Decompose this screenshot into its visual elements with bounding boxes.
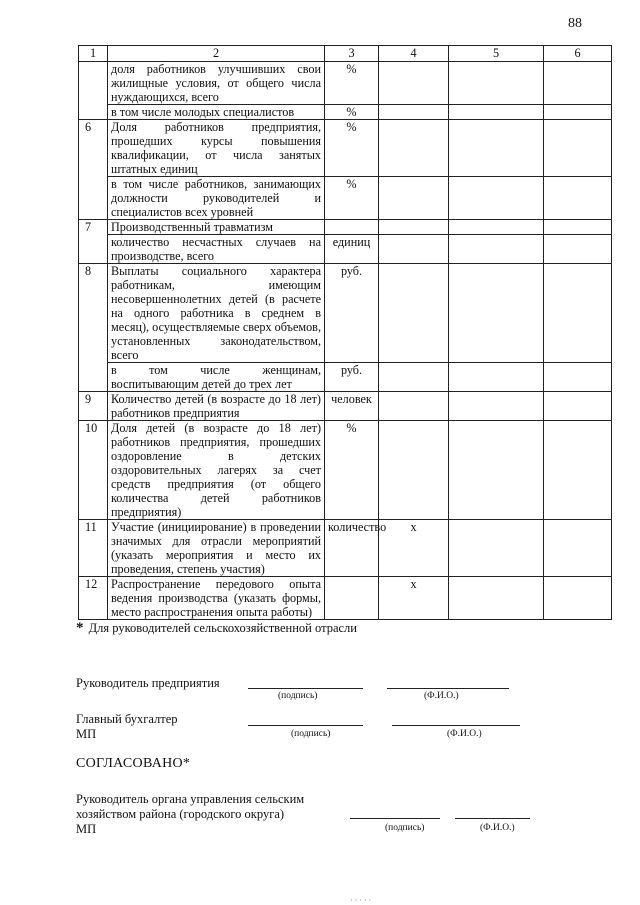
row-col5 xyxy=(449,62,544,105)
row-description: Доля работников предприятия, прошедших курсы повышения квалификации, от числа занятых штатных единиц xyxy=(108,120,325,177)
row-number: 11 xyxy=(79,520,108,577)
row-description: количество несчастных случаев на производстве, всего xyxy=(108,235,325,264)
row-col5 xyxy=(449,220,544,235)
row-description: в том числе женщинам, воспитывающим детей до трех лет xyxy=(108,363,325,392)
head-signature-hint: (подпись) xyxy=(278,691,318,701)
row-unit xyxy=(325,220,379,235)
table-header-row xyxy=(79,46,612,62)
row-description: Участие (инициирование) в проведении значимых для отрасли мероприятий (указать мероприятия и место их проведения, степень участия) xyxy=(108,520,325,577)
row-description: Производственный травматизм xyxy=(108,220,325,235)
row-col5 xyxy=(449,264,544,363)
row-number xyxy=(79,177,108,220)
head-signature-line xyxy=(248,688,363,689)
table-row xyxy=(79,392,612,421)
column-header: 5 xyxy=(449,46,544,62)
row-col4 xyxy=(379,220,449,235)
row-unit: % xyxy=(325,62,379,105)
table-row xyxy=(79,120,612,177)
row-number: 8 xyxy=(79,264,108,363)
row-description: доля работников улучшивших свои жилищные условия, от общего числа нуждающихся, всего xyxy=(108,62,325,105)
row-col6 xyxy=(544,363,612,392)
accountant-signature-line xyxy=(248,725,363,726)
agency-label-line1: Руководитель органа управления сельским xyxy=(76,792,305,806)
agency-mp: МП xyxy=(76,822,97,836)
row-number: 9 xyxy=(79,392,108,421)
accountant-name-hint: (Ф.И.О.) xyxy=(447,729,482,739)
head-name-hint: (Ф.И.О.) xyxy=(424,691,459,701)
row-unit xyxy=(325,577,379,620)
table-row xyxy=(79,235,612,264)
accountant-label: Главный бухгалтер xyxy=(76,712,178,726)
row-col5 xyxy=(449,392,544,421)
row-col4 xyxy=(379,235,449,264)
row-unit: человек xyxy=(325,392,379,421)
row-number: 6 xyxy=(79,120,108,177)
row-col6 xyxy=(544,177,612,220)
table-row xyxy=(79,62,612,105)
table-row xyxy=(79,363,612,392)
row-number xyxy=(79,62,108,105)
table-row xyxy=(79,220,612,235)
row-col5 xyxy=(449,177,544,220)
scan-specks: · · · · · xyxy=(350,896,372,905)
row-col5 xyxy=(449,105,544,120)
row-col4: х xyxy=(379,577,449,620)
row-col6 xyxy=(544,62,612,105)
row-col4 xyxy=(379,120,449,177)
agency-name-hint: (Ф.И.О.) xyxy=(480,823,515,833)
row-col5 xyxy=(449,363,544,392)
row-number xyxy=(79,105,108,120)
row-col6 xyxy=(544,220,612,235)
footnote-star: * xyxy=(76,620,84,636)
row-col4 xyxy=(379,177,449,220)
row-col4 xyxy=(379,105,449,120)
row-col4: х xyxy=(379,520,449,577)
row-col6 xyxy=(544,120,612,177)
row-col5 xyxy=(449,421,544,520)
agency-label-line2: хозяйством района (городского округа) xyxy=(76,807,285,821)
column-header: 6 xyxy=(544,46,612,62)
head-label: Руководитель предприятия xyxy=(76,676,220,690)
table-row xyxy=(79,105,612,120)
table-row xyxy=(79,264,612,363)
row-number: 12 xyxy=(79,577,108,620)
row-col5 xyxy=(449,577,544,620)
row-col4 xyxy=(379,392,449,421)
row-number: 7 xyxy=(79,220,108,235)
column-header: 3 xyxy=(325,46,379,62)
row-description: Распространение передового опыта ведения производства (указать формы, место распространения опыта работы) xyxy=(108,577,325,620)
row-col6 xyxy=(544,264,612,363)
column-header: 1 xyxy=(79,46,108,62)
report-table xyxy=(78,45,612,620)
row-col4 xyxy=(379,62,449,105)
accountant-name-line xyxy=(392,725,520,726)
agency-signature-hint: (подпись) xyxy=(385,823,425,833)
row-description: Выплаты социального характера работникам, имеющим несовершеннолетних детей (в расчете на одного работника в среднем в месяц), осуществляемые сверх объемов, установленных законодательством, всего xyxy=(108,264,325,363)
row-col6 xyxy=(544,577,612,620)
agency-name-line xyxy=(455,818,530,819)
row-col6 xyxy=(544,235,612,264)
row-unit: % xyxy=(325,120,379,177)
row-col4 xyxy=(379,421,449,520)
row-number: 10 xyxy=(79,421,108,520)
agency-signature-line xyxy=(350,818,440,819)
row-unit: руб. xyxy=(325,264,379,363)
row-col4 xyxy=(379,264,449,363)
row-unit: % xyxy=(325,105,379,120)
table-row xyxy=(79,177,612,220)
row-col6 xyxy=(544,392,612,421)
row-description: Доля детей (в возрасте до 18 лет) работников предприятия, прошедших оздоровление в детских оздоровительных лагерях за счет средств предприятия (от общего количества детей работников предприятия) xyxy=(108,421,325,520)
row-unit: % xyxy=(325,177,379,220)
row-col5 xyxy=(449,235,544,264)
row-col5 xyxy=(449,520,544,577)
column-header: 4 xyxy=(379,46,449,62)
row-unit: количество xyxy=(325,520,379,577)
accountant-signature-hint: (подпись) xyxy=(291,729,331,739)
table-row xyxy=(79,520,612,577)
column-header: 2 xyxy=(108,46,325,62)
footnote xyxy=(76,620,357,637)
row-unit: % xyxy=(325,421,379,520)
table-row xyxy=(79,421,612,520)
row-description: Количество детей (в возрасте до 18 лет) работников предприятия xyxy=(108,392,325,421)
row-col6 xyxy=(544,520,612,577)
page-number: 88 xyxy=(568,16,582,31)
table-row xyxy=(79,577,612,620)
approved-heading: СОГЛАСОВАНО* xyxy=(76,756,191,771)
row-number xyxy=(79,235,108,264)
row-unit: руб. xyxy=(325,363,379,392)
row-col4 xyxy=(379,363,449,392)
row-description: в том числе молодых специалистов xyxy=(108,105,325,120)
row-description: в том числе работников, занимающих должности руководителей и специалистов всех уровней xyxy=(108,177,325,220)
accountant-mp: МП xyxy=(76,727,97,741)
row-col5 xyxy=(449,120,544,177)
footnote-text: Для руководителей сельскохозяйственной отрасли xyxy=(88,621,357,635)
row-col6 xyxy=(544,105,612,120)
row-number xyxy=(79,363,108,392)
row-col6 xyxy=(544,421,612,520)
row-unit: единиц xyxy=(325,235,379,264)
head-name-line xyxy=(387,688,509,689)
